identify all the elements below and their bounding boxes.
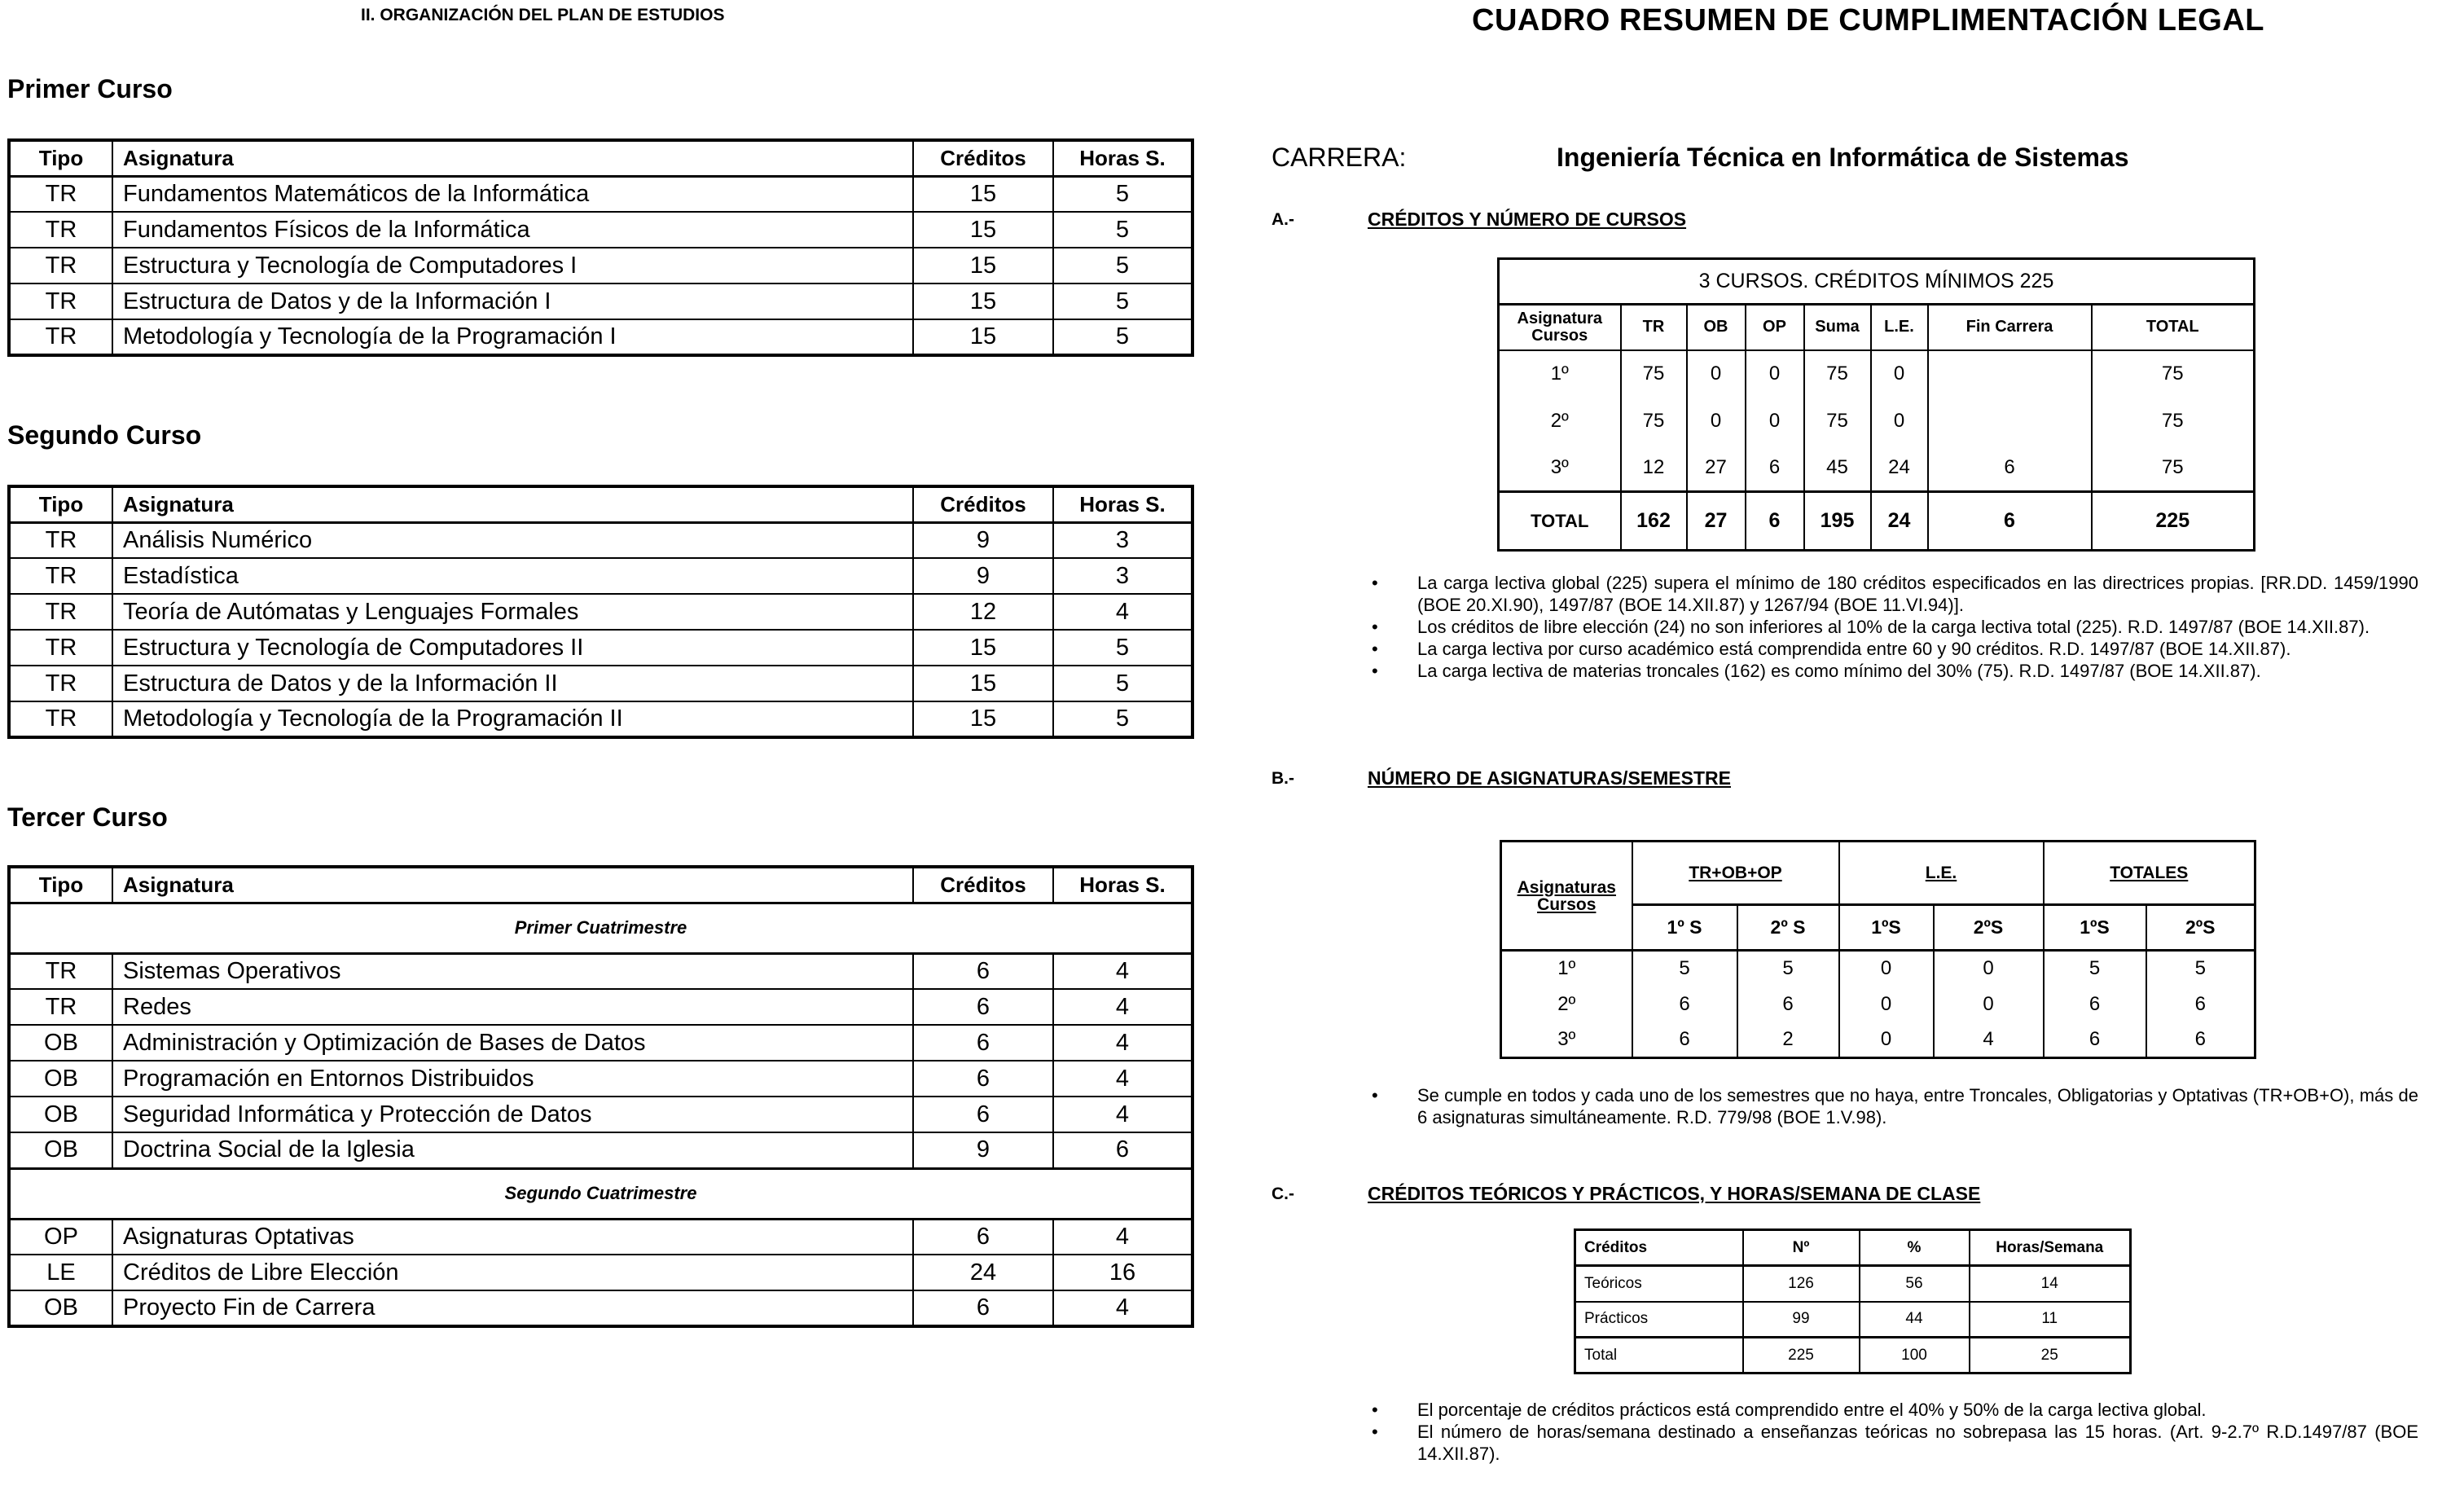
- cell-asignatura: Fundamentos Matemáticos de la Informática: [112, 176, 913, 212]
- segundo-curso-table: [7, 485, 1194, 739]
- cell-horas: 3: [1053, 558, 1192, 594]
- cell: 2º: [1501, 987, 1632, 1022]
- cell-tipo: TR: [9, 953, 112, 989]
- cell-asignatura: Análisis Numérico: [112, 522, 913, 558]
- col-numero: Nº: [1743, 1230, 1860, 1266]
- cell-tipo: OB: [9, 1061, 112, 1097]
- cell-tipo: TR: [9, 989, 112, 1025]
- table-row: [9, 522, 1192, 558]
- corner-top: Asignatura: [1517, 309, 1602, 327]
- cell-horas: 4: [1053, 1097, 1192, 1132]
- table-row: [1499, 445, 2255, 492]
- cell: [1928, 350, 2092, 398]
- cell-creditos: 6: [913, 989, 1053, 1025]
- col-tipo: Tipo: [9, 140, 112, 176]
- cell-asignatura: Seguridad Informática y Protección de Datos: [112, 1097, 913, 1132]
- cell-asignatura: Estadística: [112, 558, 913, 594]
- table-row: [9, 176, 1192, 212]
- table-row: [9, 989, 1192, 1025]
- left-page-header: II. ORGANIZACIÓN DEL PLAN DE ESTUDIOS: [361, 6, 725, 24]
- cell: 0: [1871, 398, 1928, 445]
- cell: 56: [1860, 1266, 1970, 1302]
- cell-horas: 5: [1053, 319, 1192, 355]
- cell-asignatura: Asignaturas Optativas: [112, 1219, 913, 1255]
- cell-creditos: 6: [913, 1290, 1053, 1326]
- table-row: [9, 1025, 1192, 1061]
- cell-tipo: OB: [9, 1025, 112, 1061]
- cell: 24: [1871, 492, 1928, 551]
- group-le: L.E.: [1839, 842, 2044, 905]
- cell: 225: [2092, 492, 2255, 551]
- col-creditos: Créditos: [913, 867, 1053, 903]
- cell-creditos: 9: [913, 522, 1053, 558]
- group-totales: TOTALES: [2044, 842, 2255, 905]
- cell-horas: 5: [1053, 283, 1192, 319]
- cell-horas: 4: [1053, 1025, 1192, 1061]
- table-row: [9, 666, 1192, 701]
- cell-tipo: OP: [9, 1219, 112, 1255]
- table-row: [1499, 350, 2255, 398]
- cell: 6: [1737, 987, 1839, 1022]
- cell-creditos: 6: [913, 953, 1053, 989]
- cell: 0: [1839, 1022, 1934, 1058]
- col-total: TOTAL: [2092, 305, 2255, 350]
- section-c-letter: C.-: [1272, 1185, 1294, 1203]
- col-fin-carrera: Fin Carrera: [1928, 305, 2092, 350]
- col-tipo: Tipo: [9, 486, 112, 522]
- cell: Prácticos: [1575, 1302, 1743, 1338]
- table-row: [1501, 987, 2255, 1022]
- cell-tipo: LE: [9, 1255, 112, 1290]
- list-item: • La carga lectiva de materias troncales (162) es como mínimo del 30% (75). R.D. 1497/87 (BOE 14.XII.87).: [1368, 660, 2418, 682]
- col-tr: TR: [1621, 305, 1687, 350]
- cell-creditos: 9: [913, 1132, 1053, 1168]
- total-row: [1575, 1338, 2131, 1374]
- table-row: [1501, 951, 2255, 987]
- corner-header: [1501, 842, 1632, 951]
- table-row: [1575, 1266, 2131, 1302]
- cell: 75: [2092, 398, 2255, 445]
- cell-asignatura: Metodología y Tecnología de la Programación I: [112, 319, 913, 355]
- corner-header: [1499, 305, 1621, 350]
- cell-horas: 5: [1053, 666, 1192, 701]
- cell: 0: [1687, 350, 1746, 398]
- cell: 5: [1632, 951, 1737, 987]
- cell-creditos: 6: [913, 1097, 1053, 1132]
- cell-asignatura: Doctrina Social de la Iglesia: [112, 1132, 913, 1168]
- col-ob: OB: [1687, 305, 1746, 350]
- corner-bottom: Cursos: [1537, 894, 1597, 914]
- cell-tipo: TR: [9, 701, 112, 737]
- section-a-letter: A.-: [1272, 210, 1294, 229]
- creditos-table-title: 3 CURSOS. CRÉDITOS MÍNIMOS 225: [1499, 259, 2255, 305]
- segundo-curso-title: Segundo Curso: [7, 420, 202, 450]
- col-2s: 2ºS: [2146, 905, 2255, 951]
- section-a-notes: [1368, 572, 2418, 682]
- cell-horas: 5: [1053, 248, 1192, 283]
- cell-asignatura: Estructura y Tecnología de Computadores II: [112, 630, 913, 666]
- cell: 6: [1928, 492, 2092, 551]
- col-horas-semana: Horas/Semana: [1970, 1230, 2131, 1266]
- col-horas: Horas S.: [1053, 867, 1192, 903]
- cell: 3º: [1499, 445, 1621, 492]
- cell: 6: [1928, 445, 2092, 492]
- cell: 0: [1839, 987, 1934, 1022]
- col-asignatura: Asignatura: [112, 140, 913, 176]
- cell: 0: [1934, 951, 2044, 987]
- col-le: L.E.: [1871, 305, 1928, 350]
- cell-creditos: 15: [913, 248, 1053, 283]
- section-b-notes: [1368, 1084, 2418, 1128]
- creditos-teoricos-table: [1574, 1228, 2132, 1374]
- table-row: [9, 953, 1192, 989]
- cell-horas: 3: [1053, 522, 1192, 558]
- primer-curso-table: [7, 138, 1194, 357]
- col-op: OP: [1746, 305, 1804, 350]
- table-header-row: [1575, 1230, 2131, 1266]
- cell-horas: 4: [1053, 989, 1192, 1025]
- cell: 225: [1743, 1338, 1860, 1374]
- tercer-curso-table: [7, 865, 1194, 1328]
- col-1s: 1º S: [1632, 905, 1737, 951]
- cell-creditos: 15: [913, 630, 1053, 666]
- cell: 162: [1621, 492, 1687, 551]
- cell-horas: 5: [1053, 701, 1192, 737]
- summary-title: CUADRO RESUMEN DE CUMPLIMENTACIÓN LEGAL: [1472, 3, 2265, 37]
- cell-tipo: TR: [9, 594, 112, 630]
- cell: 195: [1804, 492, 1871, 551]
- section-a-title: CRÉDITOS Y NÚMERO DE CURSOS: [1368, 209, 1687, 230]
- cell-horas: 4: [1053, 1061, 1192, 1097]
- cell-asignatura: Estructura de Datos y de la Información I: [112, 283, 913, 319]
- table-row: [9, 594, 1192, 630]
- cell-tipo: TR: [9, 522, 112, 558]
- cell-horas: 4: [1053, 594, 1192, 630]
- section-b-letter: B.-: [1272, 769, 1294, 788]
- col-suma: Suma: [1804, 305, 1871, 350]
- cell: 2º: [1499, 398, 1621, 445]
- table-header-row: [9, 867, 1192, 903]
- cell: 0: [1746, 350, 1804, 398]
- cell-asignatura: Teoría de Autómatas y Lenguajes Formales: [112, 594, 913, 630]
- cell: 5: [2044, 951, 2146, 987]
- col-horas: Horas S.: [1053, 140, 1192, 176]
- carrera-value: Ingeniería Técnica en Informática de Sistemas: [1557, 143, 2129, 172]
- cell: 0: [1871, 350, 1928, 398]
- col-asignatura: Asignatura: [112, 867, 913, 903]
- table-row: [9, 1132, 1192, 1168]
- cell: 25: [1970, 1338, 2131, 1374]
- cell: 24: [1871, 445, 1928, 492]
- cell: 3º: [1501, 1022, 1632, 1058]
- group-tr-ob-op: TR+OB+OP: [1632, 842, 1839, 905]
- col-asignatura: Asignatura: [112, 486, 913, 522]
- cell: 6: [2044, 987, 2146, 1022]
- col-porcentaje: %: [1860, 1230, 1970, 1266]
- cell-creditos: 15: [913, 212, 1053, 248]
- cell-asignatura: Administración y Optimización de Bases de Datos: [112, 1025, 913, 1061]
- cell: 1º: [1501, 951, 1632, 987]
- cell-asignatura: Estructura de Datos y de la Información II: [112, 666, 913, 701]
- cell: 6: [2044, 1022, 2146, 1058]
- cell: 5: [1737, 951, 1839, 987]
- cell-horas: 5: [1053, 630, 1192, 666]
- table-header-row: [9, 140, 1192, 176]
- cell-tipo: OB: [9, 1290, 112, 1326]
- cell: 126: [1743, 1266, 1860, 1302]
- cell: 12: [1621, 445, 1687, 492]
- cell: 5: [2146, 951, 2255, 987]
- carrera-label: CARRERA:: [1272, 143, 1407, 172]
- list-item: • Los créditos de libre elección (24) no son inferiores al 10% de la carga lectiva total (225). R.D. 1497/87 (BOE 14.XII.87).: [1368, 616, 2418, 638]
- cell-horas: 4: [1053, 1219, 1192, 1255]
- table-header-row: [1499, 305, 2255, 350]
- cell-tipo: TR: [9, 630, 112, 666]
- table-row: [9, 1219, 1192, 1255]
- cell-asignatura: Sistemas Operativos: [112, 953, 913, 989]
- cell-horas: 16: [1053, 1255, 1192, 1290]
- cell-creditos: 15: [913, 701, 1053, 737]
- table-row: [9, 630, 1192, 666]
- col-creditos: Créditos: [913, 486, 1053, 522]
- subheader-row: [9, 903, 1192, 953]
- cell-asignatura: Fundamentos Físicos de la Informática: [112, 212, 913, 248]
- creditos-summary-table: [1497, 257, 2255, 552]
- cell-horas: 5: [1053, 176, 1192, 212]
- section-c-title: CRÉDITOS TEÓRICOS Y PRÁCTICOS, Y HORAS/SEMANA DE CLASE: [1368, 1183, 1981, 1204]
- table-row: [9, 1061, 1192, 1097]
- table-header-row: [9, 486, 1192, 522]
- table-row: [9, 1097, 1192, 1132]
- list-item: • Se cumple en todos y cada uno de los semestres que no haya, entre Troncales, Obligatorias y Optativas (TR+OB+O), más de 6 asignaturas simultáneamente. R.D. 779/98 (BOE 1.V.98).: [1368, 1084, 2418, 1128]
- table-row: [1499, 398, 2255, 445]
- cell: 45: [1804, 445, 1871, 492]
- cell: 2: [1737, 1022, 1839, 1058]
- cell: 75: [1621, 350, 1687, 398]
- cell: 75: [1621, 398, 1687, 445]
- cell: 75: [2092, 350, 2255, 398]
- table-row: [9, 283, 1192, 319]
- col-1s: 1ºS: [1839, 905, 1934, 951]
- cell: Total: [1575, 1338, 1743, 1374]
- table-row: [9, 1290, 1192, 1326]
- section-c-notes: [1368, 1399, 2418, 1465]
- asignaturas-semestre-table: [1500, 840, 2256, 1059]
- cell-tipo: TR: [9, 319, 112, 355]
- primer-curso-title: Primer Curso: [7, 74, 173, 103]
- cell-tipo: TR: [9, 558, 112, 594]
- cell: 27: [1687, 492, 1746, 551]
- section-b-title: NÚMERO DE ASIGNATURAS/SEMESTRE: [1368, 767, 1731, 789]
- cell: 6: [1746, 492, 1804, 551]
- cell: 44: [1860, 1302, 1970, 1338]
- cell-tipo: OB: [9, 1097, 112, 1132]
- cell-horas: 4: [1053, 1290, 1192, 1326]
- primer-cuatrimestre-label: Primer Cuatrimestre: [9, 903, 1192, 953]
- table-row: [9, 248, 1192, 283]
- cell: [1928, 398, 2092, 445]
- cell-creditos: 15: [913, 283, 1053, 319]
- cell-creditos: 6: [913, 1025, 1053, 1061]
- group-header-row: [1501, 842, 2255, 905]
- table-row: [9, 319, 1192, 355]
- cell: 11: [1970, 1302, 2131, 1338]
- cell: 14: [1970, 1266, 2131, 1302]
- segundo-cuatrimestre-label: Segundo Cuatrimestre: [9, 1168, 1192, 1219]
- corner-bottom: Cursos: [1531, 326, 1588, 345]
- cell: 0: [1746, 398, 1804, 445]
- cell-creditos: 6: [913, 1219, 1053, 1255]
- cell: 6: [2146, 1022, 2255, 1058]
- cell-tipo: TR: [9, 212, 112, 248]
- list-item: • El porcentaje de créditos prácticos está comprendido entre el 40% y 50% de la carga lectiva global.: [1368, 1399, 2418, 1421]
- table-row: [1575, 1302, 2131, 1338]
- col-creditos: Créditos: [1575, 1230, 1743, 1266]
- cell: 0: [1839, 951, 1934, 987]
- cell: 99: [1743, 1302, 1860, 1338]
- col-1s: 1ºS: [2044, 905, 2146, 951]
- cell-creditos: 6: [913, 1061, 1053, 1097]
- cell: TOTAL: [1499, 492, 1621, 551]
- cell-tipo: TR: [9, 176, 112, 212]
- cell-creditos: 9: [913, 558, 1053, 594]
- cell-asignatura: Estructura y Tecnología de Computadores I: [112, 248, 913, 283]
- cell: 4: [1934, 1022, 2044, 1058]
- cell: 75: [1804, 350, 1871, 398]
- cell: 6: [1632, 1022, 1737, 1058]
- cell-asignatura: Metodología y Tecnología de la Programación II: [112, 701, 913, 737]
- cell-horas: 5: [1053, 212, 1192, 248]
- table-row: [9, 701, 1192, 737]
- cell-tipo: TR: [9, 666, 112, 701]
- cell-asignatura: Proyecto Fin de Carrera: [112, 1290, 913, 1326]
- cell-horas: 4: [1053, 953, 1192, 989]
- cell: 6: [1746, 445, 1804, 492]
- cell: 0: [1687, 398, 1746, 445]
- col-horas: Horas S.: [1053, 486, 1192, 522]
- col-2s: 2ºS: [1934, 905, 2044, 951]
- cell-tipo: OB: [9, 1132, 112, 1168]
- cell-asignatura: Créditos de Libre Elección: [112, 1255, 913, 1290]
- col-2s: 2º S: [1737, 905, 1839, 951]
- table-row: [9, 212, 1192, 248]
- cell-creditos: 24: [913, 1255, 1053, 1290]
- cell: 100: [1860, 1338, 1970, 1374]
- cell: 75: [2092, 445, 2255, 492]
- tercer-curso-title: Tercer Curso: [7, 802, 168, 832]
- cell: 6: [1632, 987, 1737, 1022]
- table-row: [9, 1255, 1192, 1290]
- cell: 6: [2146, 987, 2255, 1022]
- col-creditos: Créditos: [913, 140, 1053, 176]
- cell: 1º: [1499, 350, 1621, 398]
- table-row: [9, 558, 1192, 594]
- cell: 75: [1804, 398, 1871, 445]
- cell: 0: [1934, 987, 2044, 1022]
- list-item: • El número de horas/semana destinado a enseñanzas teóricas no sobrepasa las 15 horas. (Art. 9-2.7º R.D.1497/87 (BOE 14.XII.87).: [1368, 1421, 2418, 1465]
- cell-creditos: 12: [913, 594, 1053, 630]
- cell-asignatura: Redes: [112, 989, 913, 1025]
- list-item: • La carga lectiva global (225) supera el mínimo de 180 créditos especificados en las directrices propias. [RR.DD. 1459/1990 (BOE 20.XI.90), 1497/87 (BOE 14.XII.87) y 1267/94 (BOE 11.VI.94)].: [1368, 572, 2418, 616]
- col-tipo: Tipo: [9, 867, 112, 903]
- table-row: [1501, 1022, 2255, 1058]
- cell-tipo: TR: [9, 248, 112, 283]
- cell: Teóricos: [1575, 1266, 1743, 1302]
- cell-tipo: TR: [9, 283, 112, 319]
- list-item: • La carga lectiva por curso académico está comprendida entre 60 y 90 créditos. R.D. 1497/87 (BOE 14.XII.87).: [1368, 638, 2418, 660]
- cell-creditos: 15: [913, 319, 1053, 355]
- cell-horas: 6: [1053, 1132, 1192, 1168]
- total-row: [1499, 492, 2255, 551]
- cell-creditos: 15: [913, 666, 1053, 701]
- cell: 27: [1687, 445, 1746, 492]
- cell-creditos: 15: [913, 176, 1053, 212]
- table-title-row: [1499, 259, 2255, 305]
- corner-top: Asignaturas: [1517, 877, 1616, 897]
- cell-asignatura: Programación en Entornos Distribuidos: [112, 1061, 913, 1097]
- subheader-row: [9, 1168, 1192, 1219]
